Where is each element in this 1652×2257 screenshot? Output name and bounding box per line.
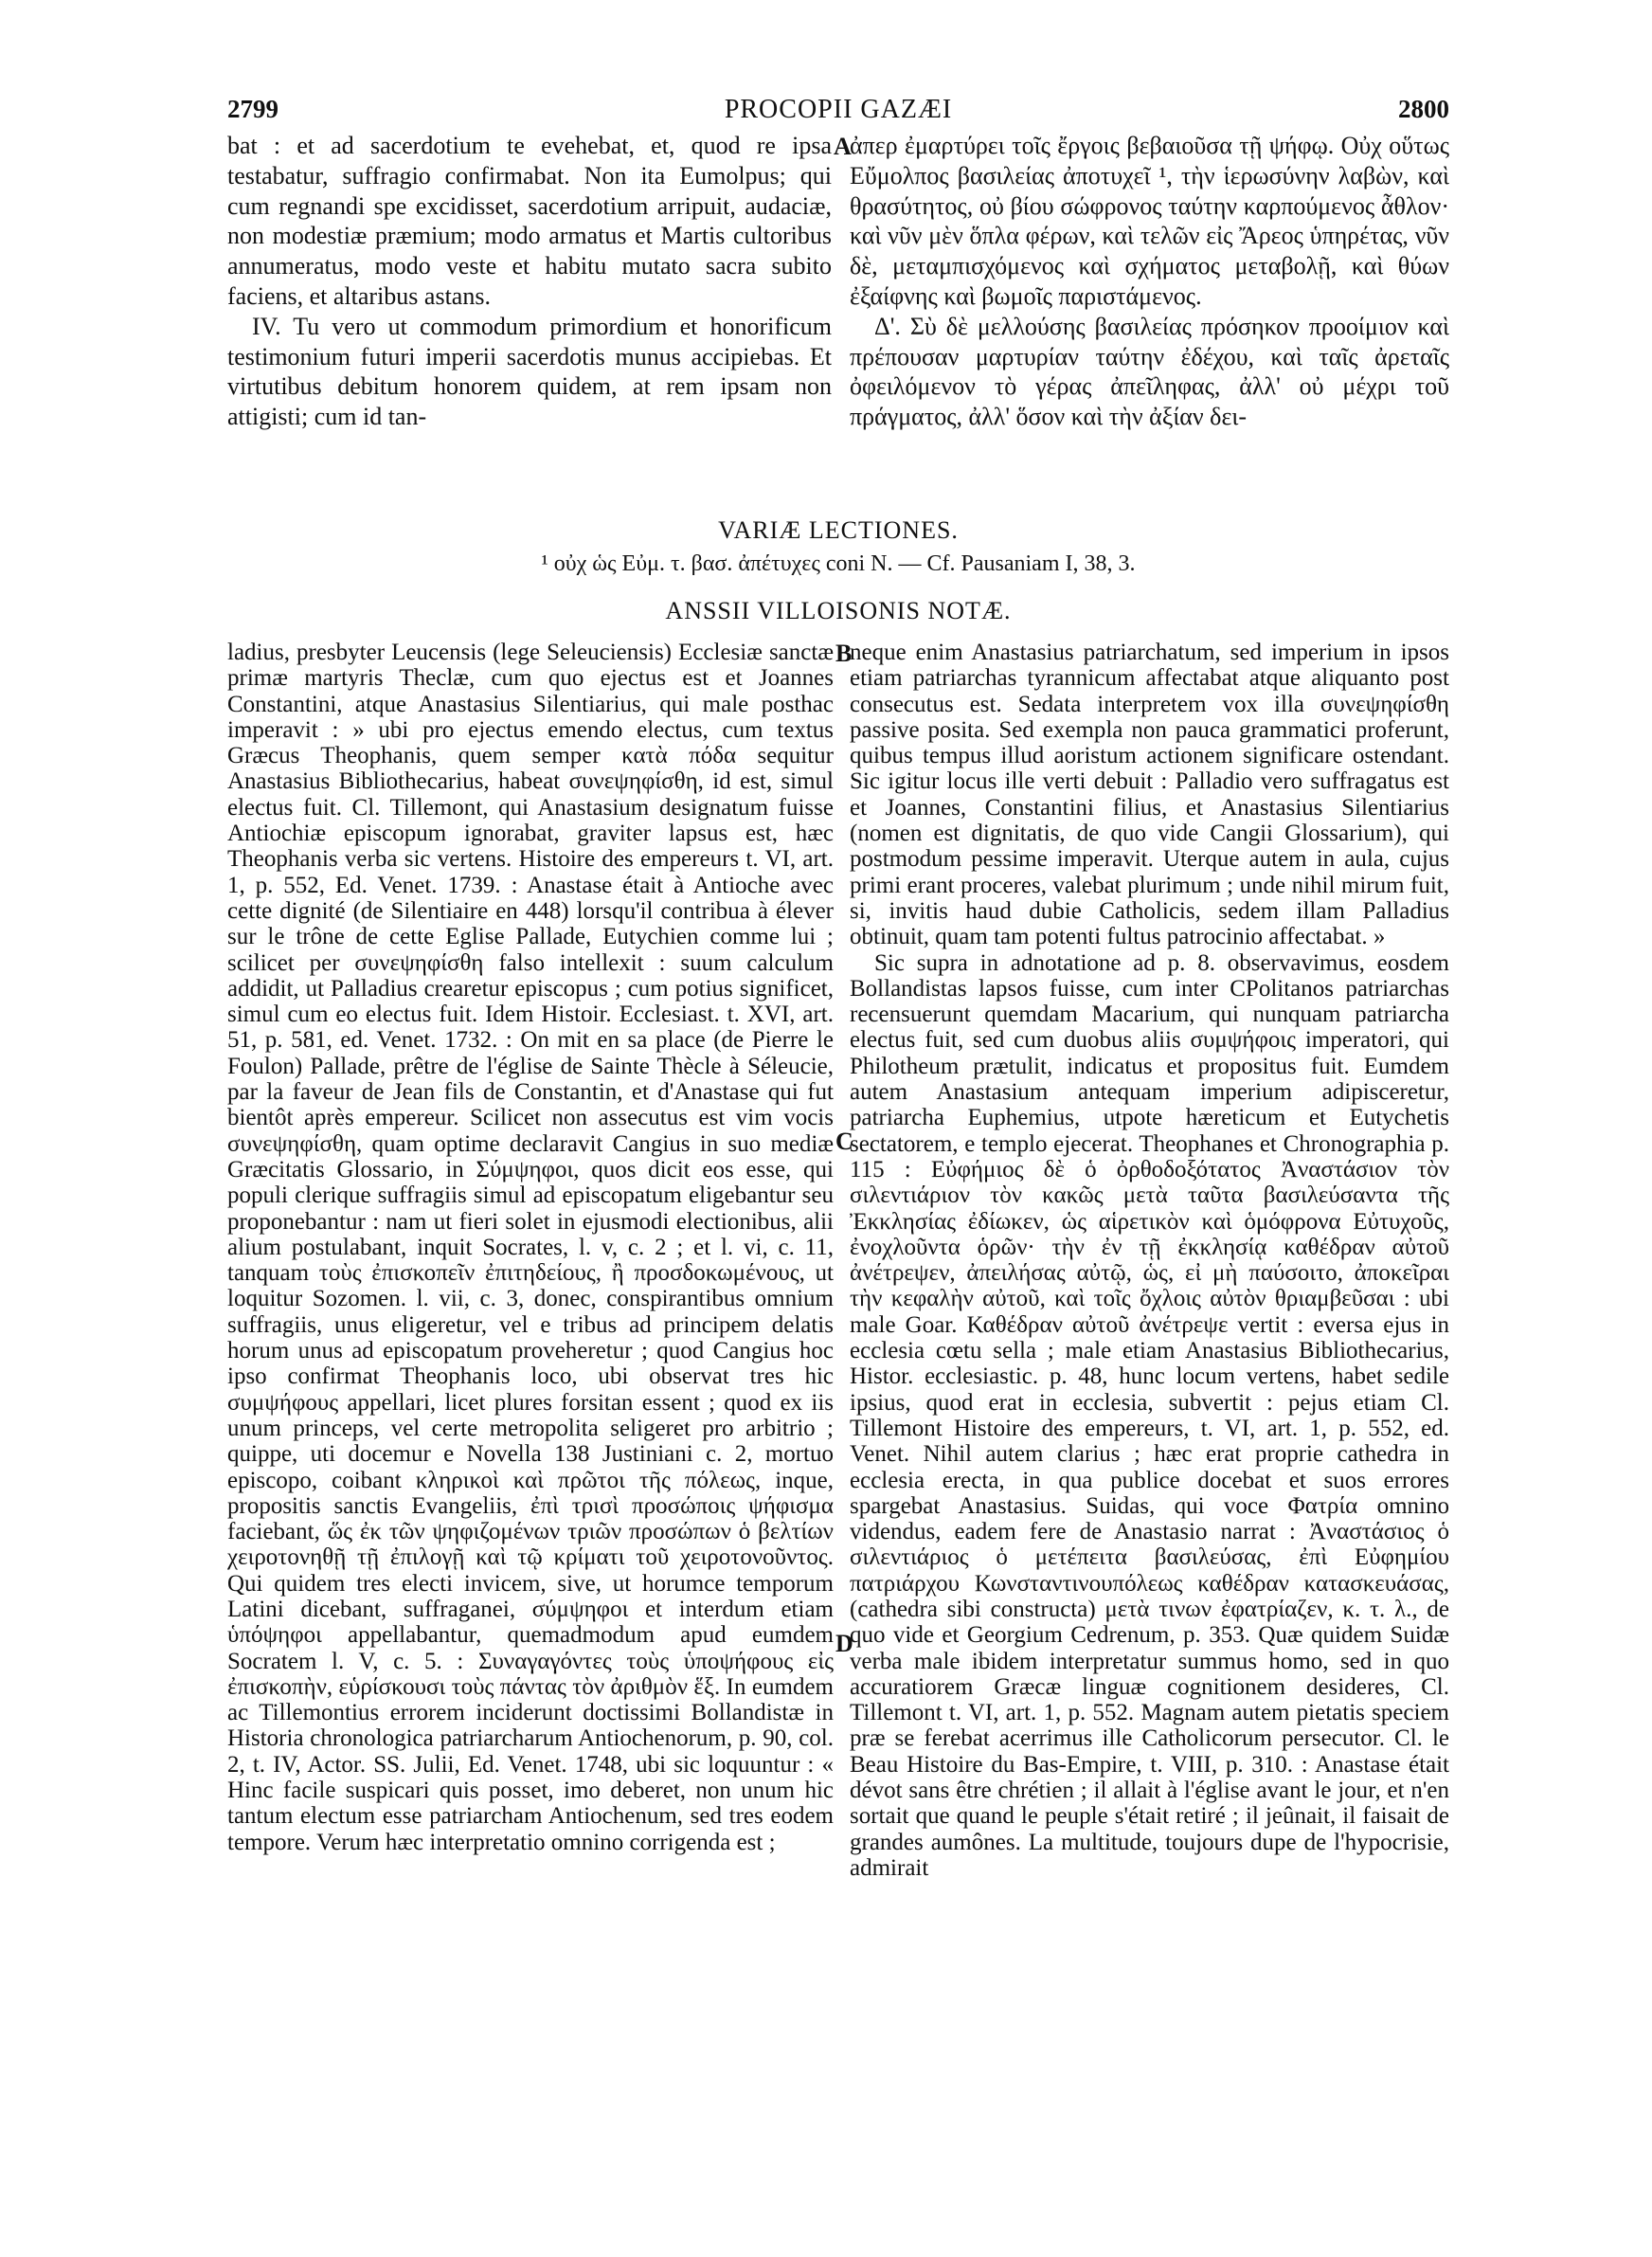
notes-left-paragraph: ladius, presbyter Leucensis (lege Seleuciensis) Ecclesiæ sanctæ primæ martyris Theclæ, cum quo ejectus est et Joannes Constantini, atque Anastasius Silentiarius, qui male posthac imperavit : » ubi pro ejectus emendo electus, cum textus Græcus Theophanis, quem semper κατὰ πόδα sequitur Anastasius Bibliothecarius, habeat συνεψηφίσθη, id est, simul electus fuit. Cl. Tillemont, qui Anastasium designatum fuisse Antiochiæ episcopum ignorabat, graviter lapsus est, hæc Theophanis verba sic vertens. Histoire des empereurs t. VI, art. 1, p. 552, Ed. Venet. 1739. : Anastase était à Antioche avec cette dignité (de Silentiaire en 448) lorsqu'il contribua à élever sur le trône de cette Eglise Pallade, Eutychien comme lui ; scilicet per συνεψηφίσθη falso intellexit : suum calculum addidit, ut Palladius crearetur episcopus ; cum potius significet, simul cum eo electus fuit. Idem Histoir. Ecclesiast. t. XVI, art. 51, p. 581, ed. Venet. 1732. : On mit en sa place (de Pierre le Foulon) Pallade, prêtre de l'église de Sainte Thècle à Séleucie, par la faveur de Jean fils de Constantin, et d'Anastase qui fut bientôt après empereur. Scilicet non assecutus est vim vocis συνεψηφίσθη, quam optime declaravit Cangius in suo mediæ Græcitatis Glossario, in Σύμψηφοι, quos dicit eos esse, qui populi clerique suffragiis simul ad episcopatum eligebantur seu proponebantur : nam ut fieri solet in ejusmodi electionibus, alii alium postulabant, inquit Socrates, l. v, c. 2 ; et l. vi, c. 11, tanquam τοὺς ἐπισκοπεῖν ἐπιτηδείους, ἢ προσδοκωμένους, ut loquitur Sozomen. l. vii, c. 3, donec, conspirantibus omnium suffragiis, unus eligeretur, vel e tribus ad principem delatis horum unus ad episcopatum proveheretur ; quod Cangius hoc ipso confirmat Theophanis loco, ubi observat tres hic συμψήφους appellari, licet plures forsitan essent ; quod ex iis unum princeps, vel certe metropolita seligeret pro arbitrio ; quippe, uti docemur e Novella 138 Justiniani c. 2, mortuo episcopo, coibant κληρικοὶ καὶ πρῶτοι τῆς πόλεως, inque, propositis sanctis Evangeliis, ἐπὶ τρισὶ προσώποις ψήφισμα faciebant, ὥς ἐκ τῶν ψηφιζομένων τριῶν προσώπων ὁ βελτίων χειροτονηθῇ τῇ ἐπιλογῇ καὶ τῷ κρίματι τοῦ χειροτονοῦντος. Qui quidem tres electi invicem, sive, ut horumce temporum Latini dicebant, suffraganei, σύμψηφοι et interdum etiam ὑπόψηφοι appellabantur, quemadmodum apud eumdem Socratem l. V, c. 5. : Συναγαγόντες τοὺς ὑποψήφους εἰς ἐπισκοπὴν, εὑρίσκουσι τοὺς πάντας τὸν ἀριθμὸν ἕξ. In eumdem ac Tillemontius errorem inciderunt doctissimi Bollandistæ in Historia chronologica patriarcharum Antiochenorum, p. 90, col. 2, t. IV, Actor. SS. Julii, Ed. Venet. 1748, ubi sic loquuntur : « Hinc facile suspicari quis posset, imo deberet, non unum hic tantum electum esse patriarcham Antiochenum, sed tres eodem tempore. Verum hæc interpretatio omnino corrigenda est ; — [227, 640, 834, 1855]
notes-right-paragraph-2: Sic supra in adnotatione ad p. 8. observavimus, eosdem Bollandistas lapsos fuisse, cum inter CPolitanos patriarchas recensuerunt quemdam Macarium, qui nunquam patriarcha electus fuit, sed cum duobus aliis συμψήφοις imperatori, qui Philotheum prætulit, indicatus et propositus fuit. Eumdem autem Anastasium antequam imperium adipisceretur, patriarcha Euphemius, utpote hæreticum et Eutychetis sectatorem, e templo ejecerat. Theophanes et Chronographia p. 115 : Εὐφήμιος δὲ ὁ ὀρθοδοξότατος Ἀναστάσιον τὸν σιλεντιάριον τὸν κακῶς μετὰ ταῦτα βασιλεύσαντα τῆς Ἐκκλησίας ἐδίωκεν, ὡς αἱρετικὸν καὶ ὁμόφρονα Εὐτυχοῦς, ἐνοχλοῦντα ὁρῶν· τὴν ἐν τῇ ἐκκλησίᾳ καθέδραν αὐτοῦ ἀνέτρεψεν, ἀπειλήσας αὐτῷ, ὡς, εἰ μὴ παύσοιτο, ἀποκεῖραι τὴν κεφαλὴν αὐτοῦ, καὶ τοῖς ὄχλοις αὐτὸν θριαμβεῦσαι : ubi male Goar. Καθέδραν αὐτοῦ ἀνέτρεψε vertit : eversa ejus in ecclesia cœtu sella ; male etiam Anastasius Bibliothecarius, Histor. ecclesiastic. p. 48, hunc locum vertens, habet sedile ipsius, quod erat in ecclesia, subvertit : pejus etiam Cl. Tillemont Histoire des empereurs, t. VI, art. 1, p. 552, ed. Venet. Nihil autem clarius ; hæc erat proprie cathedra in ecclesia erecta, in qua publice docebat et suos errores spargebat Anastasius. Suidas, qui voce Φατρία omnino videndus, eadem fere de Anastasio narrat : Ἀναστάσιος ὁ σιλεντιάριος ὁ μετέπειτα βασιλεύσας, ἐπὶ Εὐφημίου πατριάρχου Κωνσταντινουπόλεως καθέδραν κατασκευάσας, (cathedra sibi constructa) μετὰ τινων ἐφατρίαζεν, κ. τ. λ., de quo vide et Georgium Cedrenum, p. 353. Quæ quidem Suidæ verba male ibidem interpretatur summus homo, sed in quo accuratiorem Græcæ linguæ cognitionem desideres, Cl. Tillemont t. VI, art. 1, p. 552. Magnam autem pietatis speciem præ se ferebat acerrimus ille Catholicorum persecutor. Cl. le Beau Histoire du Bas-Empire, t. VIII, p. 310. : Anastase était dévot sans être chrétien ; il allait à l'église avant le jour, et n'en sortait que quand le peuple s'était retiré ; il jeûnait, il faisait de grandes aumônes. La multitude, toujours dupe de l'hypocrisie, admirait — [850, 949, 1449, 1881]
margin-mark-b: B — [835, 640, 853, 667]
variae-lectiones-text: ¹ οὐχ ὡς Εὐμ. τ. βασ. ἀπέτυχες coni N. — Cf. Pausaniam I, 38, 3. — [541, 551, 1136, 576]
running-header — [227, 95, 1449, 133]
latin-paragraph-1: bat : et ad sacerdotium te evehebat, et, quod re ipsa testabatur, suffragio confirmabat. Non ita Eumolpus; qui cum regnandi spe excidisset, sacerdotium arripuit, audaciæ, non modestiæ præmium; modo armatus et Martis cultoribus annumeratus, modo veste et habitu mutato sacra subito faciens, et altaribus astans. — [227, 132, 832, 310]
latin-paragraph-2: IV. Tu vero ut commodum primordium et honorificum testimonium futuri imperii sacerdotis munus accipiebas. Et virtutibus debitum honorem quidem, at rem ipsam non attigisti; cum id tan- — [227, 312, 832, 431]
page-number-right: 2800 — [1398, 95, 1449, 123]
notes-heading: ANSSII VILLOISONIS NOTÆ. — [665, 597, 1012, 624]
notes-right-column — [850, 640, 1449, 1881]
margin-mark-d: D — [835, 1630, 853, 1657]
variae-lectiones-heading: VARIÆ LECTIONES. — [718, 516, 959, 544]
margin-mark-a: A — [834, 133, 852, 160]
running-title: PROCOPII GAZÆI — [724, 95, 953, 124]
greek-paragraph-1: ἀπερ ἐμαρτύρει τοῖς ἔργοις βεβαιοῦσα τῇ ψήφῳ. Οὐχ οὕτως Εὔμολπος βασιλείας ἀποτυχεῖ ¹, τὴν ἱερωσύνην λαβὼν, καὶ θρασύτητος, οὐ βίου σώφρονος ταύτην καρπούμενος ἆθλον· καὶ νῦν μὲν ὅπλα φέρων, καὶ τελῶν εἰς Ἄρεος ὑπηρέτας, νῦν δὲ, μεταμπισχόμενος καὶ σχήματος μεταβολῇ, καὶ θύων ἐξαίφνης καὶ βωμοῖς παριστάμενος. — [850, 132, 1449, 310]
greek-text-column — [850, 131, 1449, 432]
greek-paragraph-2: Δ'. Σὺ δὲ μελλούσης βασιλείας πρόσηκον προοίμιον καὶ πρέπουσαν μαρτυρίαν ταύτην ἐδέχου, καὶ ταῖς ἀρεταῖς ὀφειλόμενον τὸ γέρας ἀπεῖληφας, ἀλλ' οὐ μέχρι τοῦ πράγματος, ἀλλ' ὅσον καὶ τὴν ἀξίαν δει- — [850, 312, 1449, 431]
margin-mark-c: C — [835, 1128, 853, 1155]
notes-right-paragraph-1: neque enim Anastasius patriarchatum, sed imperium in ipsos etiam patriarchas tyrannicum affectabat atque aliquanto post consecutus est. Sedata interpretem vox illa συνεψηφίσθη passive posita. Sed exempla non pauca grammatici proferunt, quibus tempus illud aoristum actionem significare ostendant. Sic igitur locus ille verti debuit : Palladio vero suffragatus est et Joannes, Constantini filius, et Anastasius Silentiarius (nomen est dignitatis, de quo vide Cangii Glossarium), qui postmodum pessime imperavit. Uterque autem in aula, cujus primi erant proceres, valebat plurimum ; unde nihil mirum fuit, si, invitis haud dubie Catholicis, sedem illam Palladius obtinuit, quam tam potenti fultus patrocinio affectabat. » — [850, 640, 1449, 950]
notes-left-column — [227, 640, 834, 1855]
page-number-left: 2799 — [227, 95, 278, 123]
latin-text-column — [227, 131, 832, 432]
